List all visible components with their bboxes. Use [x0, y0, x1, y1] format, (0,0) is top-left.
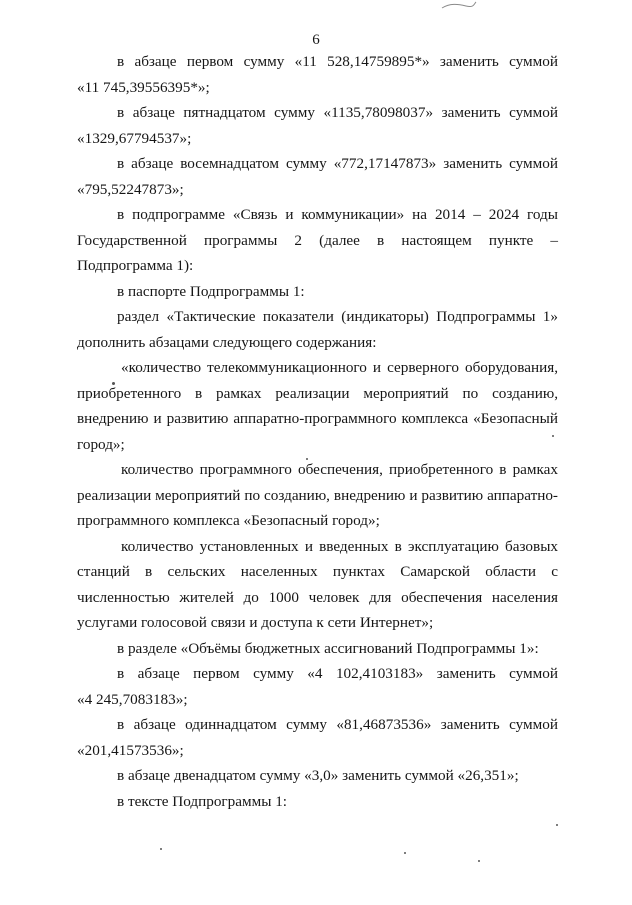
text-line: раздел «Тактические показатели (индикаторы) Подпрограммы 1» — [117, 308, 558, 325]
scan-speck — [306, 458, 308, 460]
text-line: «4 245,7083183»; — [77, 690, 188, 708]
text-line: реализации мероприятий по созданию, внедрению и развитию аппаратно- — [77, 486, 558, 504]
text-line: услугами голосовой связи и доступа к сети Интернет»; — [77, 614, 434, 631]
text-line: количество установленных и введенных в эксплуатацию базовых — [121, 537, 558, 555]
text-line: в тексте Подпрограммы 1: — [117, 792, 288, 810]
text-line: в абзаце восемнадцатом сумму «772,17147873» заменить суммой — [117, 155, 558, 172]
scan-speck — [552, 435, 554, 437]
text-line: «795,52247873»; — [77, 180, 184, 198]
document-body — [77, 49, 558, 814]
scan-speck — [404, 852, 406, 854]
text-line: в абзаце первом сумму «11 528,14759895*» заменить суммой — [117, 53, 558, 70]
scan-speck — [478, 860, 480, 862]
scan-speck — [112, 382, 115, 385]
scan-speck — [556, 824, 558, 826]
text-line: Государственной программы 2 (далее в настоящем пункте – — [77, 231, 558, 249]
handwritten-mark — [440, 0, 478, 12]
text-line: численностью жителей до 1000 человек для обеспечения населения — [77, 588, 558, 606]
text-line: в абзаце первом сумму «4 102,4103183» заменить суммой — [117, 665, 558, 682]
text-line: в паспорте Подпрограммы 1: — [117, 282, 305, 300]
text-line: внедрению и развитию аппаратно-программного комплекса «Безопасный — [77, 410, 558, 427]
text-line: в абзаце одиннадцатом сумму «81,46873536» заменить суммой — [117, 716, 558, 733]
text-line: «1329,67794537»; — [77, 129, 192, 147]
text-line: «11 745,39556395*»; — [77, 78, 210, 96]
page-number: 6 — [312, 32, 320, 48]
text-line: количество программного обеспечения, приобретенного в рамках — [121, 461, 558, 478]
text-line: дополнить абзацами следующего содержания: — [77, 333, 377, 351]
text-line: в разделе «Объёмы бюджетных ассигнований Подпрограммы 1»: — [117, 639, 539, 657]
text-line: программного комплекса «Безопасный город»; — [77, 512, 380, 529]
text-line: Подпрограмма 1): — [77, 257, 194, 274]
text-line: в подпрограмме «Связь и коммуникации» на 2014 – 2024 годы — [117, 206, 558, 223]
text-line: станций в сельских населенных пунктах Самарской области с — [77, 563, 558, 580]
text-line: город»; — [77, 435, 125, 453]
text-line: приобретенного в рамках реализации мероприятий по созданию, — [77, 384, 558, 402]
text-line: «количество телекоммуникационного и серверного оборудования, — [121, 359, 558, 376]
text-line: в абзаце пятнадцатом сумму «1135,78098037» заменить суммой — [117, 104, 558, 121]
text-line: «201,41573536»; — [77, 741, 184, 759]
text-line: в абзаце двенадцатом сумму «3,0» заменить суммой «26,351»; — [117, 767, 519, 784]
scan-speck — [160, 848, 162, 850]
